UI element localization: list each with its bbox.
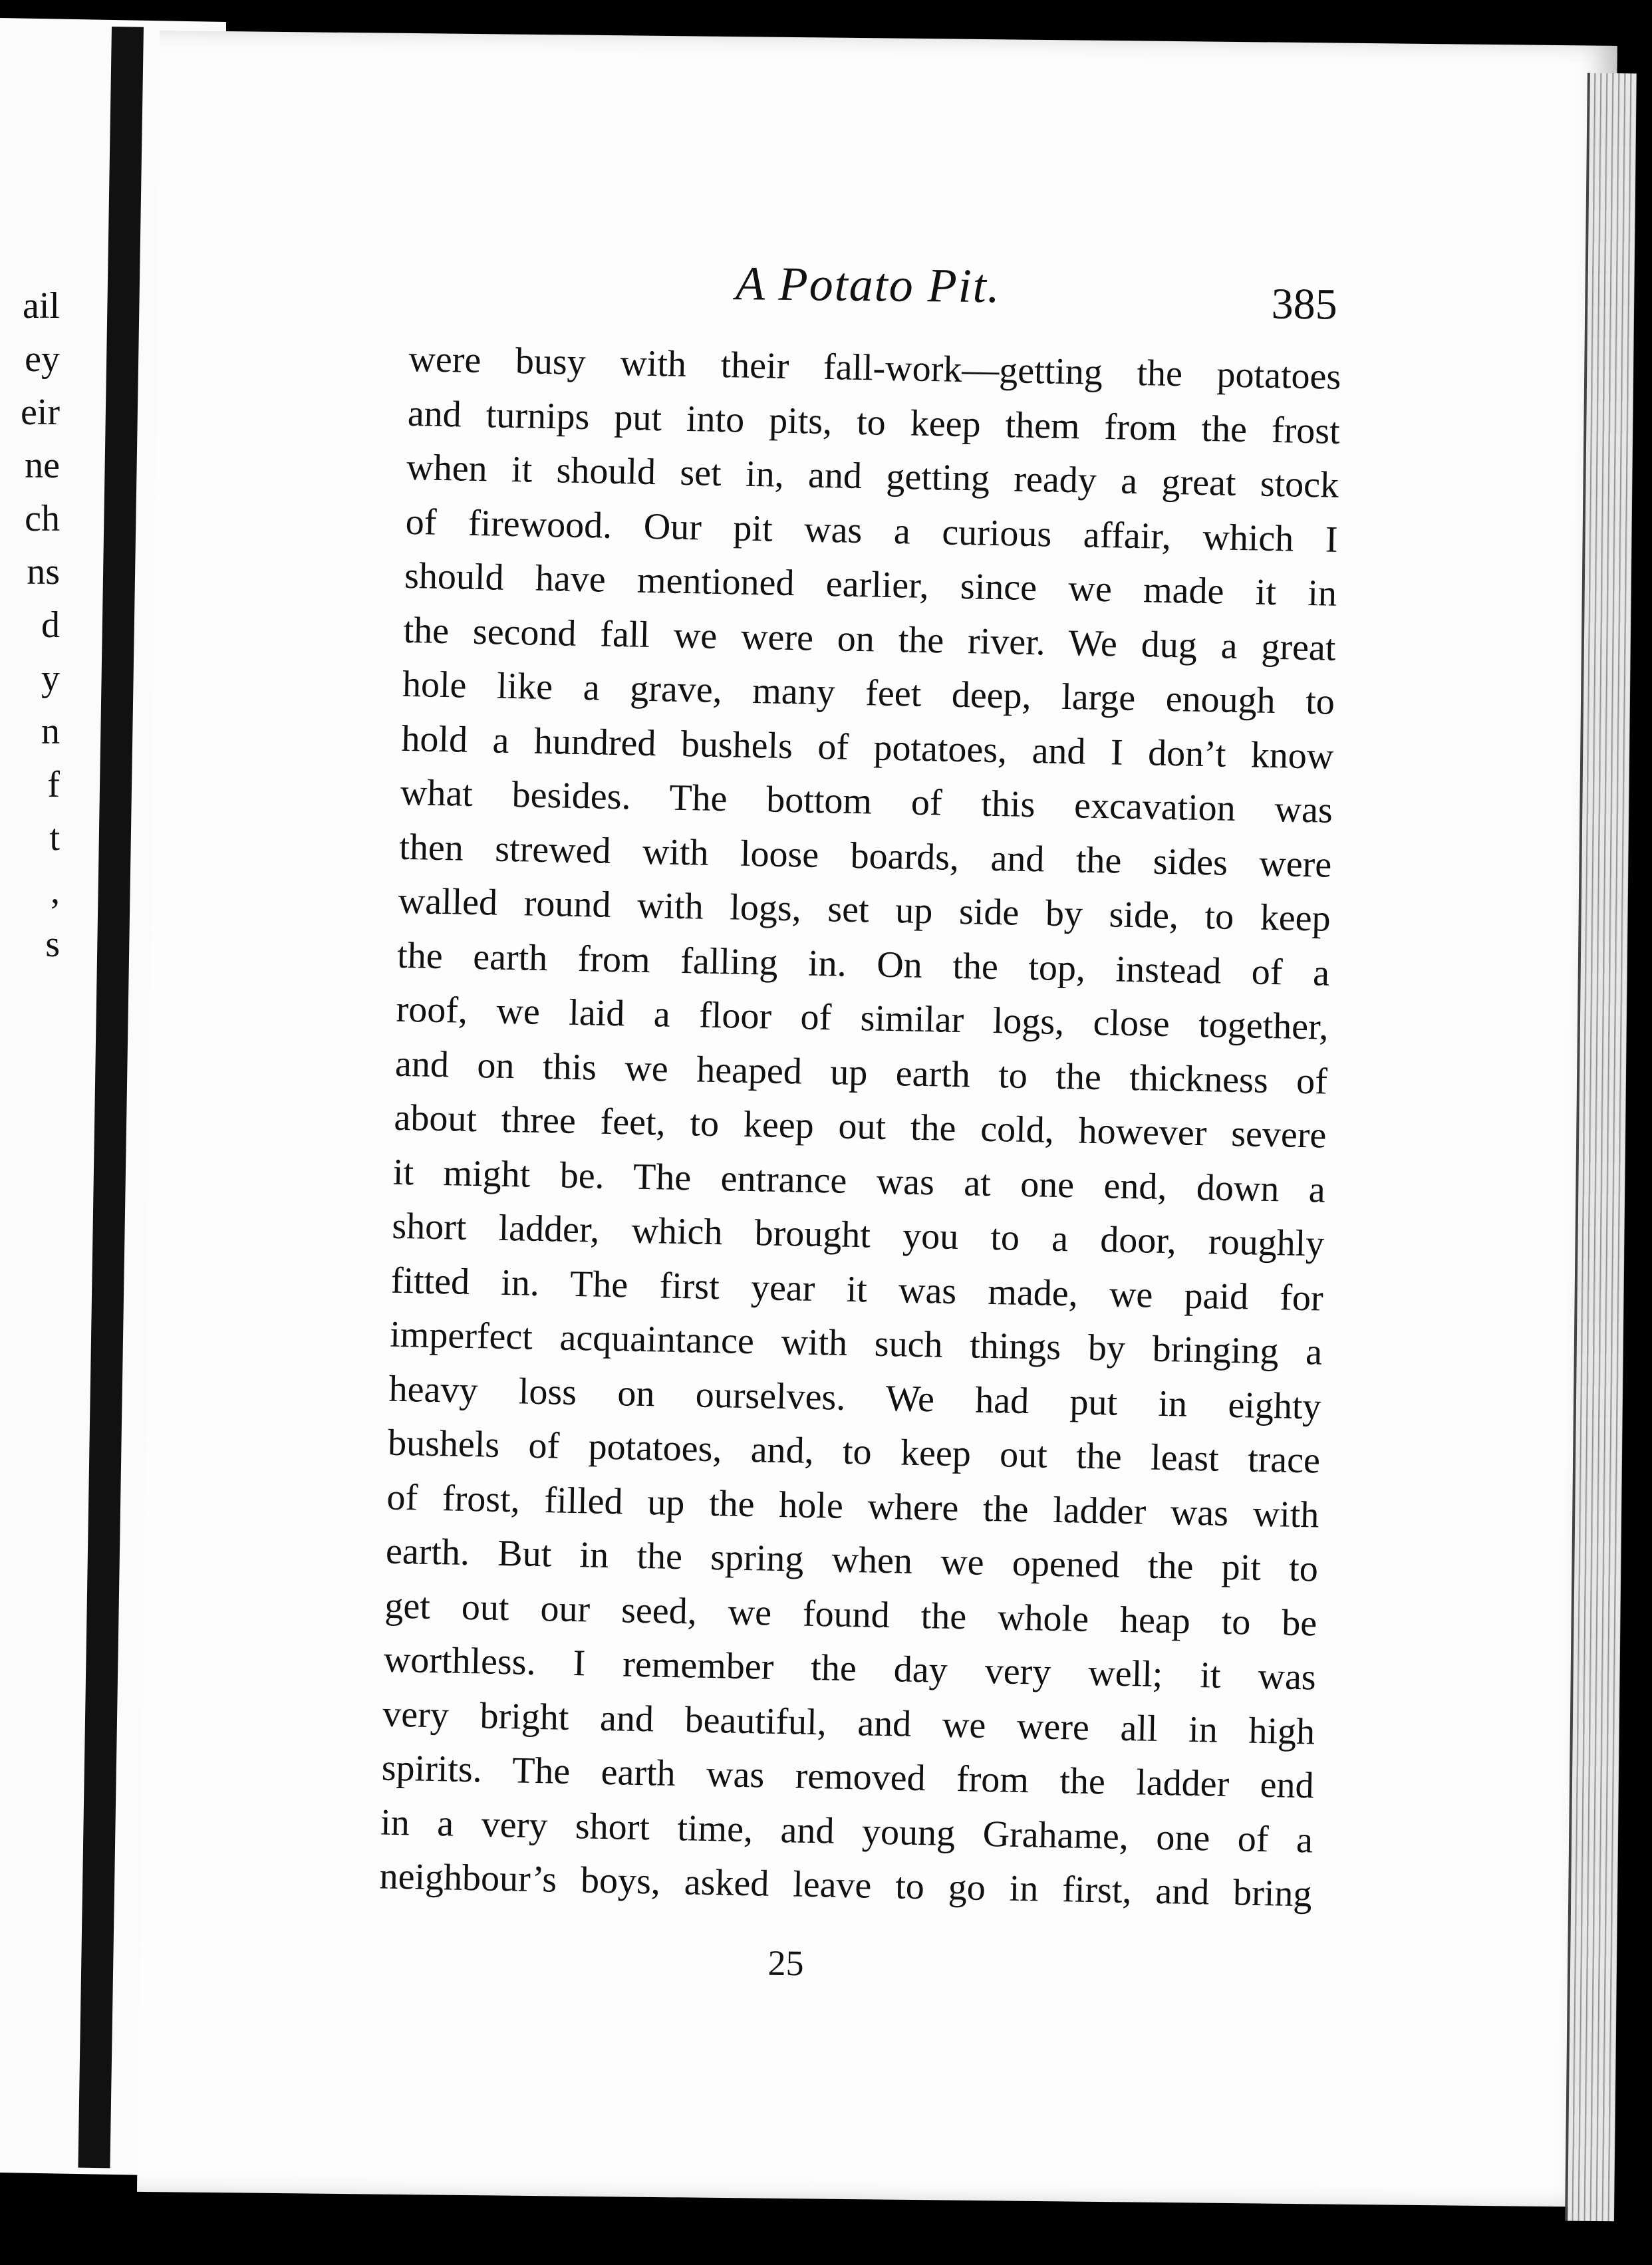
text-line: about three feet, to keep out the cold, however severe [393, 1097, 1327, 1156]
text-line: what besides. The bottom of this excavation was [400, 771, 1333, 831]
text-line: neighbour’s boys, asked leave to go in first, and bring [379, 1855, 1313, 1915]
text-line: bushels of potatoes, and, to keep out the least trace [387, 1422, 1321, 1482]
facing-page-fragment: d [41, 604, 60, 646]
facing-page-fragment: ail [23, 285, 60, 327]
page-header [157, 250, 1615, 329]
facing-page-fragment: eir [20, 392, 60, 433]
page-number: 385 [1271, 279, 1338, 329]
facing-page-fragment: f [47, 764, 60, 805]
facing-page-fragment: t [49, 817, 60, 859]
text-line: hold a hundred bushels of potatoes, and I don’t know [400, 718, 1334, 777]
facing-page-fragment: s [45, 924, 60, 965]
facing-page-fragment: n [41, 711, 60, 752]
text-line: and on this we heaped up earth to the thickness of [394, 1043, 1328, 1103]
text-line: of frost, filled up the hole where the ladder was with [386, 1476, 1319, 1536]
facing-page-fragment: ey [25, 338, 60, 380]
text-line: were busy with their fall-work—getting the potatoes [408, 338, 1341, 398]
text-line: and turnips put into pits, to keep them from the frost [407, 392, 1341, 452]
text-line: should have mentioned earlier, since we made it in [404, 555, 1337, 614]
text-line: then strewed with loose boards, and the sides were [398, 826, 1332, 886]
facing-page-fragment: , [51, 870, 60, 912]
text-line: short ladder, which brought you to a door, roughly [391, 1205, 1325, 1265]
text-line: worthless. I remember the day very well; it was [383, 1639, 1317, 1698]
text-line: in a very short time, and young Grahame, one of a [380, 1801, 1313, 1861]
text-line: the earth from falling in. On the top, instead of a [396, 934, 1330, 994]
facing-page-text-fragments [0, 279, 60, 971]
text-line: of firewood. Our pit was a curious affair, which I [405, 501, 1339, 561]
text-line: fitted in. The first year it was made, we paid for [390, 1260, 1324, 1319]
body-text [379, 333, 1341, 1922]
text-line: get out our seed, we found the whole heap to be [384, 1585, 1317, 1645]
signature-mark: 25 [767, 1942, 804, 1984]
text-line: the second fall we were on the river. We dug a great [403, 609, 1337, 669]
facing-page-fragment: y [41, 658, 60, 699]
facing-page-fragment: ns [27, 551, 60, 593]
text-line: hole like a grave, many feet deep, large enough to [402, 663, 1335, 723]
text-line: when it should set in, and getting ready a great stock [406, 446, 1339, 506]
text-line: heavy loss on ourselves. We had put in eighty [388, 1368, 1322, 1428]
text-line: earth. But in the spring when we opened the pit to [385, 1530, 1319, 1590]
running-title: A Potato Pit. [735, 257, 1002, 313]
text-line: spirits. The earth was removed from the ladder end [381, 1747, 1315, 1807]
text-line: roof, we laid a floor of similar logs, close together, [396, 988, 1329, 1048]
text-line: very bright and beautiful, and we were all in high [382, 1693, 1315, 1752]
facing-page-fragment: ne [25, 445, 60, 486]
facing-page-fragment: ch [25, 498, 60, 539]
text-line: it might be. The entrance was at one end, down a [392, 1151, 1326, 1211]
book-page [137, 31, 1617, 2207]
text-line: walled round with logs, set up side by side, to keep [398, 880, 1331, 940]
text-line: imperfect acquaintance with such things by bringing a [389, 1313, 1323, 1373]
